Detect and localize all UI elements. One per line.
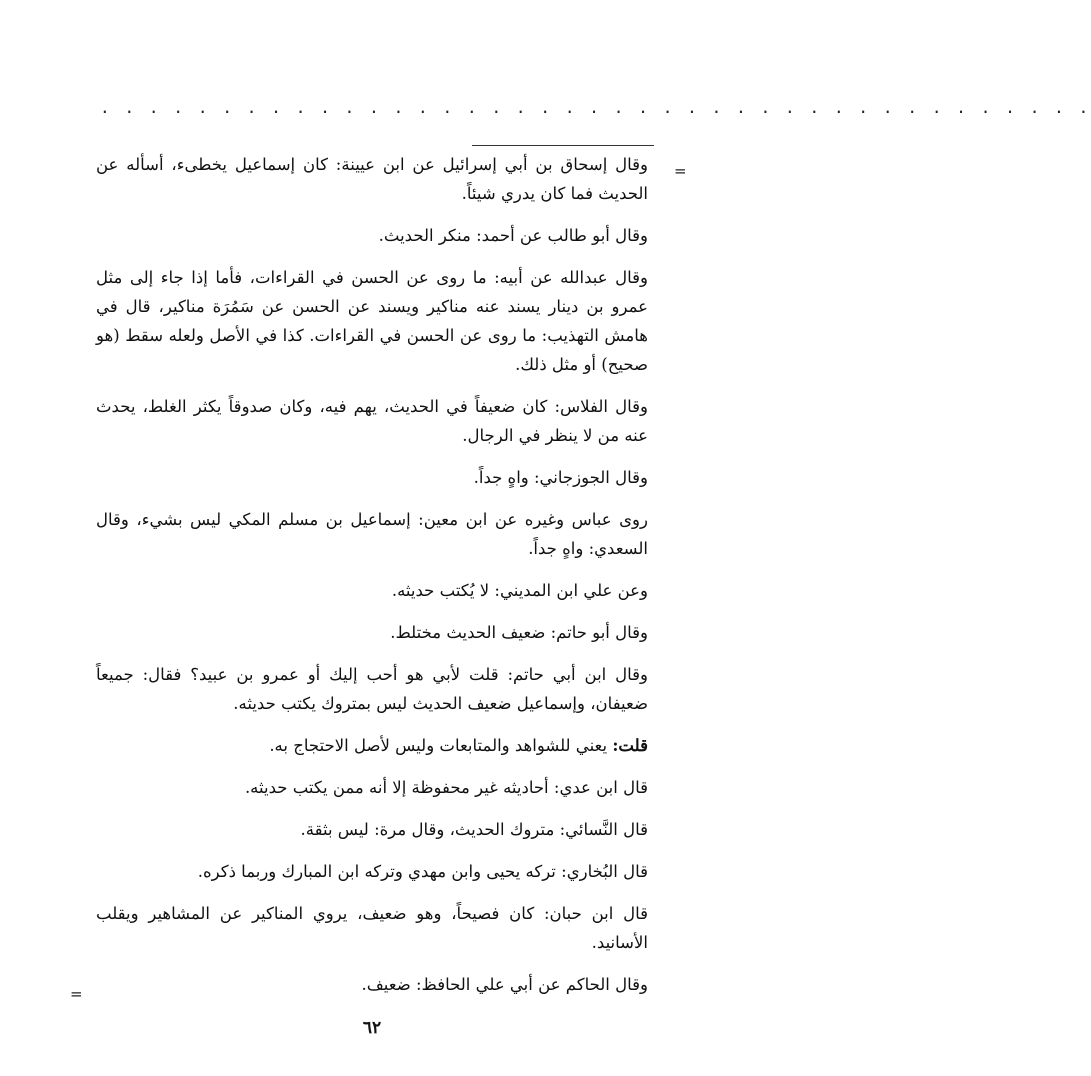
paragraph: وعن علي ابن المديني: لا يُكتب حديثه.: [391, 581, 648, 600]
paragraph: روى عباس وغيره عن ابن معين: إسماعيل بن مسلم المكي ليس بشيء، وقال السعدي: واهٍ جداً.: [96, 510, 648, 558]
paragraph: وقال ابن أبي حاتم: قلت لأبي هو أحب إليك أو عمرو بن عبيد؟ فقال: جميعاً ضعيفان، وإسماعيل ضعيف الحديث ليس بمتروك يكتب حديثه.: [96, 665, 648, 713]
paragraph: وقال عبدالله عن أبيه: ما روى عن الحسن في القراءات، فأما إذا جاء إلى مثل عمرو بن دينار يسند عنه مناكير ويسند عن الحسن عن سَمُرَة مناكير، قال في هامش التهذيب: ما روى عن الحسن في القراءات. كذا في الأصل ولعله سقط (هو صحيح) أو مثل ذلك.: [96, 268, 648, 374]
paragraph: وقال الفلاس: كان ضعيفاً في الحديث، يهم فيه، وكان صدوقاً يكثر الغلط، يحدث عنه من لا ينظر في الرجال.: [96, 397, 648, 445]
paragraph: وقال إسحاق بن أبي إسرائيل عن ابن عيينة: كان إسماعيل يخطىء، أسأله عن الحديث فما كان يدري شيئاً.: [96, 155, 648, 203]
paragraph: قال البُخاري: تركه يحيى وابن مهدي وتركه ابن المبارك وربما ذكره.: [197, 862, 648, 881]
footnote-text-body: [96, 150, 648, 1012]
paragraph: وقال أبو طالب عن أحمد: منكر الحديث.: [378, 226, 648, 245]
paragraph: وقال أبو حاتم: ضعيف الحديث مختلط.: [390, 623, 648, 642]
footnote-rule: [472, 145, 654, 146]
paragraph: وقال الحاكم عن أبي علي الحافظ: ضعيف.: [361, 975, 648, 994]
paragraph-text: يعني للشواهد والمتابعات وليس لأصل الاحتجاج به.: [269, 736, 613, 755]
paragraph: قال ابن عدي: أحاديثه غير محفوظة إلا أنه ممن يكتب حديثه.: [244, 778, 648, 797]
separator-dots: . . . . . . . . . . . . . . . . . . . . . . . . . . . . . . . . . . . . . . . . .: [100, 98, 1091, 117]
paragraph: قال ابن حبان: كان فصيحاً، وهو ضعيف، يروي المناكير عن المشاهير ويقلب الأسانيد.: [96, 904, 648, 952]
margin-mark-top: =: [674, 162, 687, 180]
paragraph: وقال الجوزجاني: واهٍ جداً.: [473, 468, 648, 487]
paragraph: قال النَّسائي: متروك الحديث، وقال مرة: ليس بثقة.: [300, 820, 648, 839]
page-number: ٦٢: [362, 1018, 382, 1038]
qultu-label: قلت:: [612, 736, 648, 755]
margin-mark-bottom: =: [70, 985, 83, 1003]
paragraph: [96, 731, 648, 760]
